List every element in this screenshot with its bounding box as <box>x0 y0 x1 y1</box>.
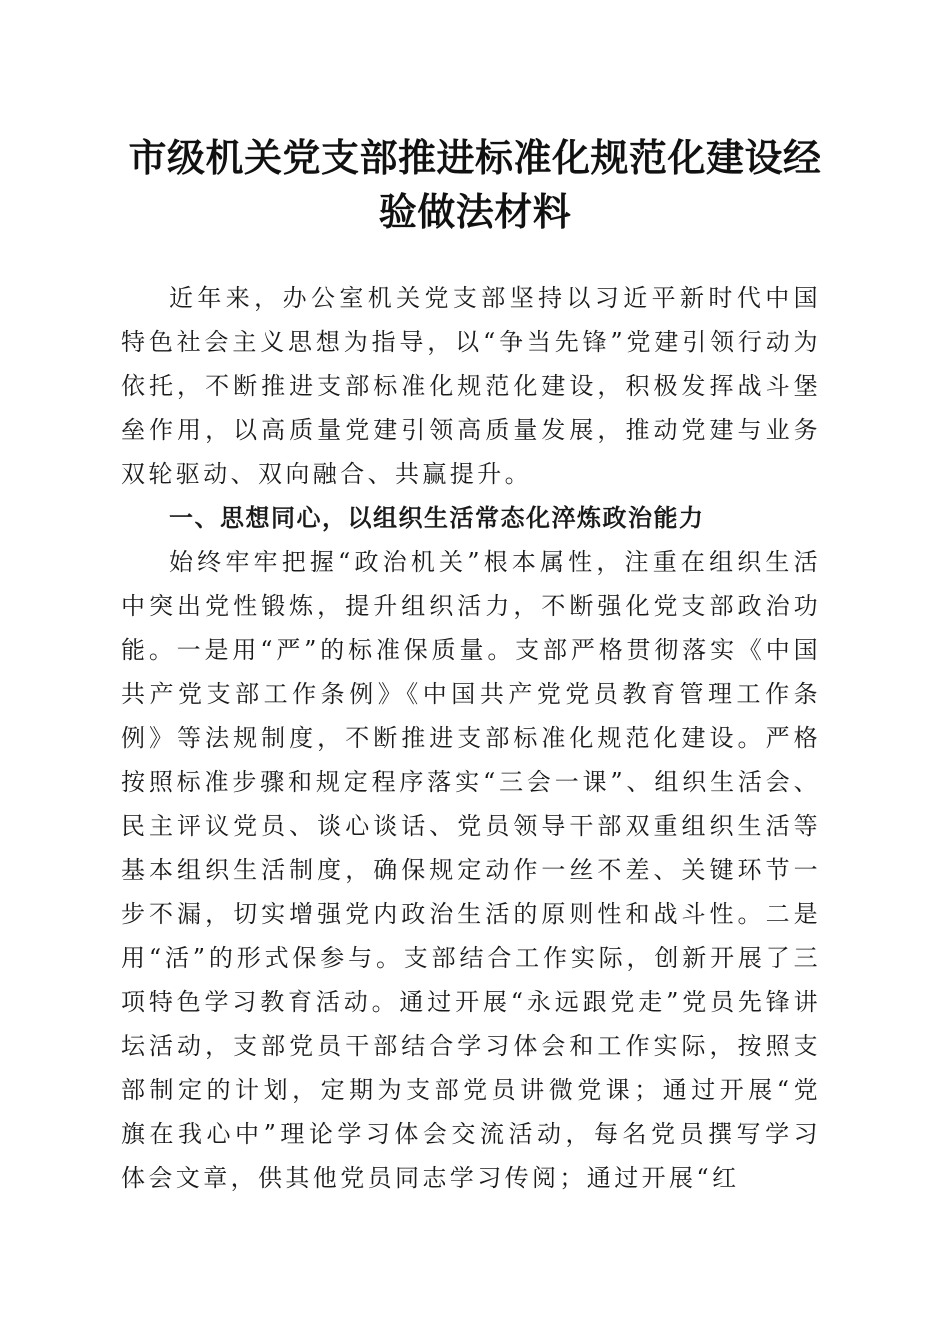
section-paragraph: 始终牢牢把握“政治机关”根本属性，注重在组织生活中突出党性锻炼，提升组织活力，不断强化党支部政治功能。一是用“严”的标准保质量。支部严格贯彻落实《中国共产党支部工作条例》《中国共产党党员教育管理工作条例》等法规制度，不断推进支部标准化规范化建设。严格按照标准步骤和规定程序落实“三会一课”、组织生活会、民主评议党员、谈心谈话、党员领导干部双重组织生活等基本组织生活制度，确保规定动作一丝不差、关键环节一步不漏，切实增强党内政治生活的原则性和战斗性。二是用“活”的形式保参与。支部结合工作实际，创新开展了三项特色学习教育活动。通过开展“永远跟党走”党员先锋讲坛活动，支部党员干部结合学习体会和工作实际，按照支部制定的计划，定期为支部党员讲微党课；通过开展“党旗在我心中”理论学习体会交流活动，每名党员撰写学习体会文章，供其他党员同志学习传阅；通过开展“红 <box>121 548 821 1192</box>
document-title: 市级机关党支部推进标准化规范化建设经验做法材料 <box>128 135 822 234</box>
intro-paragraph: 近年来，办公室机关党支部坚持以习近平新时代中国特色社会主义思想为指导，以“争当先锋”党建引领行动为依托，不断推进支部标准化规范化建设，积极发挥战斗堡垒作用，以高质量党建引领高质量发展，推动党建与业务双轮驱动、双向融合、共赢提升。 <box>121 284 821 488</box>
section-heading: 一、思想同心，以组织生活常态化淬炼政治能力 <box>169 504 705 532</box>
document-body <box>121 276 821 1200</box>
